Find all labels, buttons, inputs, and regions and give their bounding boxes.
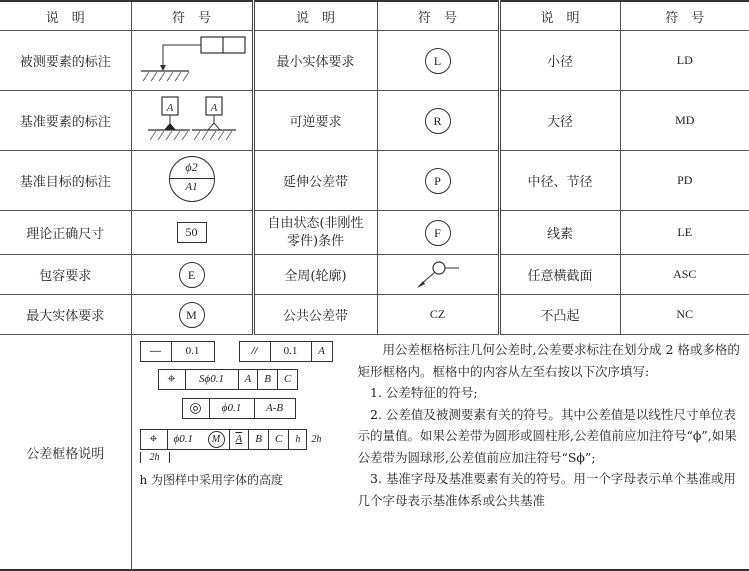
header-symbol-3: 符 号 [620,1,749,31]
row-desc: 最小实体要求 [253,31,377,91]
row-desc: 全周(轮廓) [253,255,377,295]
header-desc-1: 说 明 [0,1,131,31]
frame-section-label: 公差框格说明 [0,335,131,571]
row-desc: 不凸起 [499,295,620,335]
theoretical-exact-dimension-box: 50 [177,222,207,243]
row-symbol [377,151,499,211]
frame-description [352,339,748,511]
row-symbol [131,295,253,335]
row-desc: 基准目标的标注 [0,151,131,211]
concentricity-frame: ◎ ϕ0.1 A-B [182,398,296,419]
mmc-circle-icon: M [179,302,205,328]
datum-feature-indicator-icon [142,94,242,144]
position-frame-spherical: ⌖ Sϕ0.1 A B C [158,369,299,390]
frame-diagrams [140,341,355,488]
row-symbol: PD [620,151,749,211]
description-item-2: 2. 公差值及被测要素有关的符号。其中公差值是以线性尺寸单位表示的量值。如果公差带为圆形或圆柱形,公差值前应加注符号“ϕ”,如果公差带为圆球形,公差值前应加注符号“Sϕ”; [358,404,742,469]
row-symbol [131,255,253,295]
reciprocity-circle-icon: R [425,108,451,134]
row-desc: 基准要素的标注 [0,91,131,151]
svg-text:A: A [209,102,217,114]
frame-note: h 为图样中采用字体的高度 [140,471,355,488]
toleranced-feature-symbol [131,31,253,91]
description-item-1: 1. 公差特征的符号; [358,382,742,404]
row-symbol [131,211,253,255]
row-desc: 可逆要求 [253,91,377,151]
row-desc: 延伸公差带 [253,151,377,211]
row-symbol: NC [620,295,749,335]
parallelism-frame: // 0.1 A [239,341,333,362]
straightness-frame: — 0.1 [140,341,215,362]
row-symbol: LD [620,31,749,91]
row-desc: 线素 [499,211,620,255]
row-desc: 理论正确尺寸 [0,211,131,255]
row-desc: 被测要素的标注 [0,31,131,91]
svg-text:A: A [165,102,173,114]
table-row [0,255,749,295]
table-row [0,211,749,255]
envelope-circle-icon: E [179,262,205,288]
all-around-icon [415,256,461,290]
row-desc: 最大实体要求 [0,295,131,335]
header-row [0,1,749,31]
row-symbol [377,255,499,295]
row-desc: 大径 [499,91,620,151]
tolerance-frame-row [0,335,749,571]
datum-target-symbol [131,151,253,211]
row-symbol: ASC [620,255,749,295]
datum-target-circle-icon: ϕ2 A1 [169,156,215,202]
description-item-3: 3. 基准字母及基准要素有关的符号。用一个字母表示单个基准或用几个字母表示基准体系或公共基准 [358,468,742,511]
toleranced-feature-indicator-icon [137,33,247,85]
row-desc: 中径、节径 [499,151,620,211]
table-row [0,295,749,335]
datum-feature-symbol [131,91,253,151]
header-symbol-1: 符 号 [131,1,253,31]
projected-tolerance-circle-icon: P [425,168,451,194]
frame-section-content [132,335,749,569]
row-desc: 公共公差带 [253,295,377,335]
header-desc-2: 说 明 [253,1,377,31]
dim-2h-horizontal: 2h [140,452,170,463]
row-desc: 任意横截面 [499,255,620,295]
table-row [0,31,749,91]
row-desc: 包容要求 [0,255,131,295]
row-symbol [377,91,499,151]
row-symbol: CZ [377,295,499,335]
dim-2h-vertical: 2h [311,434,321,445]
table-row [0,91,749,151]
header-desc-3: 说 明 [499,1,620,31]
lmc-circle-icon: L [425,48,451,74]
description-intro: 用公差框格标注几何公差时,公差要求标注在划分成 2 格或多格的矩形框格内。框格中的内容从左至右按以下次序填写: [358,339,742,382]
position-frame-mmc: ⌖ ϕ0.1 M A B C h [140,429,308,450]
row-symbol [377,31,499,91]
row-symbol: LE [620,211,749,255]
row-desc: 自由状态(非刚性零件)条件 [253,211,377,255]
free-state-circle-icon: F [425,220,451,246]
row-symbol [377,211,499,255]
header-symbol-2: 符 号 [377,1,499,31]
table-row [0,151,749,211]
row-symbol: MD [620,91,749,151]
row-desc: 小径 [499,31,620,91]
